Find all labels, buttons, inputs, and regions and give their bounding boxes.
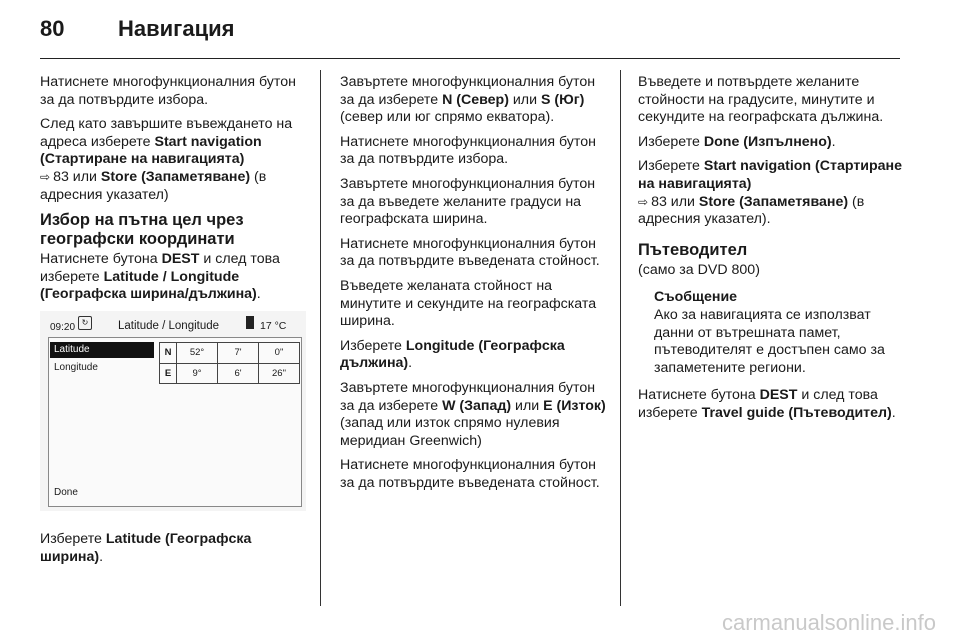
table-row: N 52° 7' 0": [160, 342, 300, 363]
chapter-title: Навигация: [118, 16, 235, 41]
column-divider-1: [320, 70, 321, 606]
paragraph: Натиснете многофункционалния бутон за да потвърдите въведената стойност.: [340, 457, 600, 491]
paragraph: Завъртете многофункционалния бутон за да изберете W (Запад) или E (Изток) (запад или изток спрямо нулевия меридиан Greenwich): [340, 379, 606, 449]
temperature: 17 °C: [260, 319, 287, 332]
coordinate-menu: [50, 342, 154, 378]
note-text: Ако за навигацията се използват данни от вътрешната памет, пътеводителят е достъпен само за запаметените региони.: [654, 306, 885, 376]
section-heading: Пътеводител: [638, 240, 748, 259]
page-number: 80: [40, 16, 65, 41]
menu-item-longitude[interactable]: Longitude: [54, 361, 98, 373]
menu-item-latitude[interactable]: Latitude: [50, 342, 154, 358]
table-row: E 9° 6' 26": [160, 363, 300, 384]
phone-icon: [246, 316, 254, 329]
section-heading: Избор на пътна цел чрез географски координати: [40, 211, 244, 249]
column-divider-2: [620, 70, 621, 606]
column-3: [638, 74, 904, 430]
subheading: (само за DVD 800): [638, 261, 760, 278]
paragraph: Натиснете бутона DEST и след това изберете Latitude / Longitude (Географска ширина/дължина).: [40, 251, 280, 303]
screen-title: Latitude / Longitude: [118, 319, 220, 332]
screen-figure: [40, 311, 306, 511]
arrow-right-icon: ⇨: [40, 169, 51, 184]
page-header: [40, 16, 234, 50]
coordinate-table: [159, 342, 300, 384]
paragraph: Изберете Start navigation (Стартиране на навигацията) ⇨ 83 или Store (Запаметяване) (в адресния указател).: [638, 158, 903, 228]
display-panel: [48, 337, 302, 507]
paragraph: След като завършите въвеждането на адреса изберете Start navigation (Стартиране на навигацията) ⇨ 83 или Store (Запаметяване) (в адресния указател): [40, 116, 293, 203]
navigation-icon: ↻: [78, 316, 92, 330]
paragraph: Въведете и потвърдете желаните стойности на градусите, минутите и секундите на географската дължина.: [638, 74, 884, 126]
paragraph: Въведете желаната стойност на минутите и секундите на географската ширина.: [340, 277, 597, 330]
paragraph: Изберете Done (Изпълнено).: [638, 133, 836, 150]
header-rule: [40, 58, 900, 59]
paragraph: Натиснете многофункционалния бутон за да потвърдите избора.: [340, 133, 596, 168]
paragraph: Завъртете многофункционалния бутон за да въведете желаните градуси на географската ширина.: [340, 175, 596, 228]
paragraph: Натиснете многофункционалния бутон за да потвърдите избора.: [40, 74, 296, 108]
status-time: 09:20: [50, 321, 76, 333]
paragraph: Изберете Longitude (Географска дължина).: [340, 337, 565, 372]
paragraph: Натиснете бутона DEST и след това изберете Travel guide (Пътеводител).: [638, 387, 896, 421]
paragraph: Изберете Latitude (Географска ширина).: [40, 530, 252, 565]
note-box: [638, 289, 904, 377]
column-1: [40, 74, 306, 573]
done-button[interactable]: Done: [54, 487, 78, 499]
column-2: [340, 74, 608, 499]
watermark: carmanualsonline.info: [721, 610, 936, 635]
arrow-right-icon: ⇨: [638, 194, 649, 209]
paragraph: Натиснете многофункционалния бутон за да потвърдите въведената стойност.: [340, 235, 600, 270]
note-title: Съобщение: [654, 289, 738, 306]
paragraph: Завъртете многофункционалния бутон за да изберете N (Север) или S (Юг) (север или юг спрямо екватора).: [340, 74, 596, 126]
